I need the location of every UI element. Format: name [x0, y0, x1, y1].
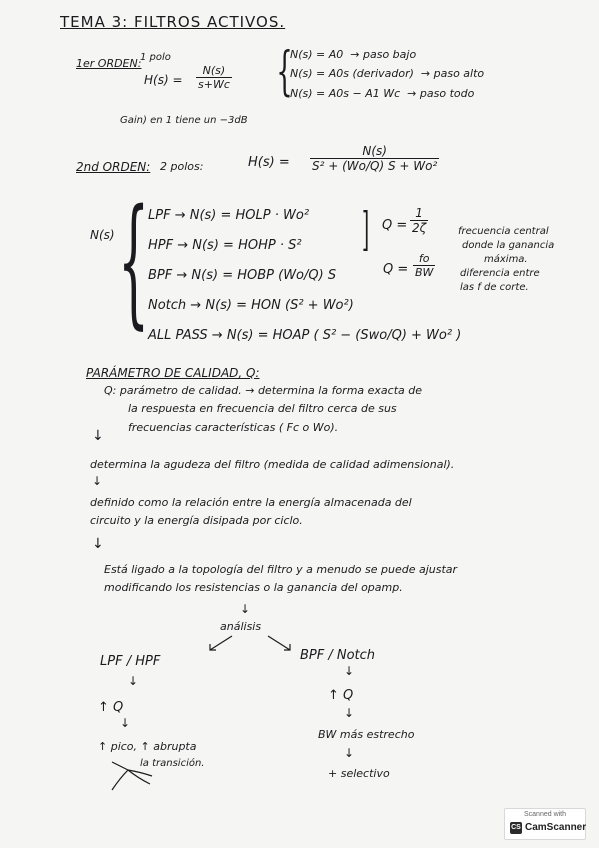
first-order-den: s+Wc — [198, 78, 230, 91]
quality-line-3: frecuencias características ( Fc o Wo). — [128, 421, 339, 434]
second-order-brace: { — [118, 180, 150, 343]
first-order-case-3: N(s) = A0s − A1 Wc → paso todo — [290, 87, 475, 100]
quality-heading: PARÁMETRO DE CALIDAD, Q: — [86, 366, 260, 380]
q-eq2-note-2: las f de corte. — [460, 282, 529, 293]
case-allpass: ALL PASS → N(s) = HOAP ( S² − (Swo/Q) + Wo² ) — [148, 328, 462, 343]
second-order-poles: 2 polos: — [160, 160, 204, 173]
analysis-title: análisis — [220, 620, 262, 633]
ns-label: N(s) — [90, 228, 115, 242]
first-order-brace: { — [276, 42, 293, 102]
second-order-label: 2nd ORDEN: — [76, 160, 151, 174]
second-order-num: N(s) — [310, 144, 439, 159]
case-lpf: LPF → N(s) = HOLP · Wo² — [148, 208, 310, 223]
q-eq2-num: fo — [413, 252, 435, 266]
analysis-left-result-2: la transición. — [140, 758, 205, 769]
first-order-label: 1er ORDEN: — [76, 57, 142, 70]
arrow-down-right-1: ↓ — [344, 664, 355, 678]
second-order-formula-lhs: H(s) = — [248, 155, 290, 170]
first-order-poles: 1 polo — [140, 52, 171, 63]
quality-line-2: la respuesta en frecuencia del filtro cerca de sus — [128, 402, 397, 415]
q-eq1-note-2: donde la ganancia — [462, 240, 555, 251]
analysis-right-up-q: ↑ Q — [328, 688, 354, 703]
camscanner-name: CamScanner — [525, 822, 587, 833]
quality-line-1: Q: parámetro de calidad. → determina la forma exacta de — [104, 384, 423, 397]
q-eq1-fraction — [410, 206, 428, 235]
first-order-note: Gain) en 1 tiene un −3dB — [120, 115, 248, 126]
analysis-right-branch: BPF / Notch — [300, 648, 376, 663]
case-bpf: BPF → N(s) = HOBP (Wo/Q) S — [148, 268, 337, 283]
q-eq1-den: 2ζ — [412, 221, 427, 235]
lpf-hpf-bracket: ] — [362, 202, 370, 256]
quality-line-6: circuito y la energía disipada por ciclo. — [90, 514, 303, 527]
q-eq1-num: 1 — [410, 206, 428, 221]
camscanner-logo-icon: CS — [510, 822, 522, 834]
second-order-den: S² + (Wo/Q) S + Wo² — [312, 159, 438, 173]
scanned-with-text: Scanned with — [523, 811, 567, 818]
q-eq1-note-1: frecuencia central — [458, 226, 549, 237]
first-order-formula-lhs: H(s) = — [144, 73, 183, 87]
q-eq1-lhs: Q = — [382, 218, 408, 233]
analysis-right-bw: BW más estrecho — [318, 728, 415, 741]
q-eq2-fraction — [413, 252, 435, 279]
q-eq1-note-3: máxima. — [484, 254, 528, 265]
analysis-left-result: ↑ pico, ↑ abrupta — [98, 740, 197, 753]
analysis-left-branch: LPF / HPF — [100, 654, 161, 669]
arrow-down-analysis: ↓ — [240, 602, 251, 616]
case-notch: Notch → N(s) = HON (S² + Wo²) — [148, 298, 354, 313]
second-order-fraction — [310, 144, 439, 173]
first-order-num: N(s) — [196, 64, 232, 78]
analysis-right-selective: + selectivo — [328, 767, 390, 780]
arrow-down-3: ↓ — [92, 536, 104, 552]
camscanner-badge — [504, 808, 586, 840]
arrow-down-left-2: ↓ — [120, 716, 131, 730]
arrow-down-right-3: ↓ — [344, 746, 355, 760]
q-eq2-note-1: diferencia entre — [460, 268, 540, 279]
quality-line-7: Está ligado a la topología del filtro y a menudo se puede ajustar — [104, 563, 458, 576]
arrow-down-right-2: ↓ — [344, 706, 355, 720]
quality-line-4: determina la agudeza del filtro (medida de calidad adimensional). — [90, 458, 455, 471]
arrow-down-1: ↓ — [92, 428, 104, 444]
arrow-down-2: ↓ — [92, 474, 103, 488]
q-eq2-lhs: Q = — [383, 262, 409, 277]
arrow-down-left-1: ↓ — [128, 674, 139, 688]
first-order-case-2: N(s) = A0s (derivador) → paso alto — [290, 67, 485, 80]
first-order-case-1: N(s) = A0 → paso bajo — [290, 48, 417, 61]
q-eq2-den: BW — [415, 266, 434, 279]
first-order-fraction — [196, 64, 232, 91]
case-hpf: HPF → N(s) = HOHP · S² — [148, 238, 302, 253]
page-title: TEMA 3: FILTROS ACTIVOS. — [60, 13, 286, 31]
quality-line-5: definido como la relación entre la energía almacenada del — [90, 496, 412, 509]
analysis-left-up-q: ↑ Q — [98, 700, 124, 715]
quality-line-8: modificando los resistencias o la ganancia del opamp. — [104, 581, 403, 594]
